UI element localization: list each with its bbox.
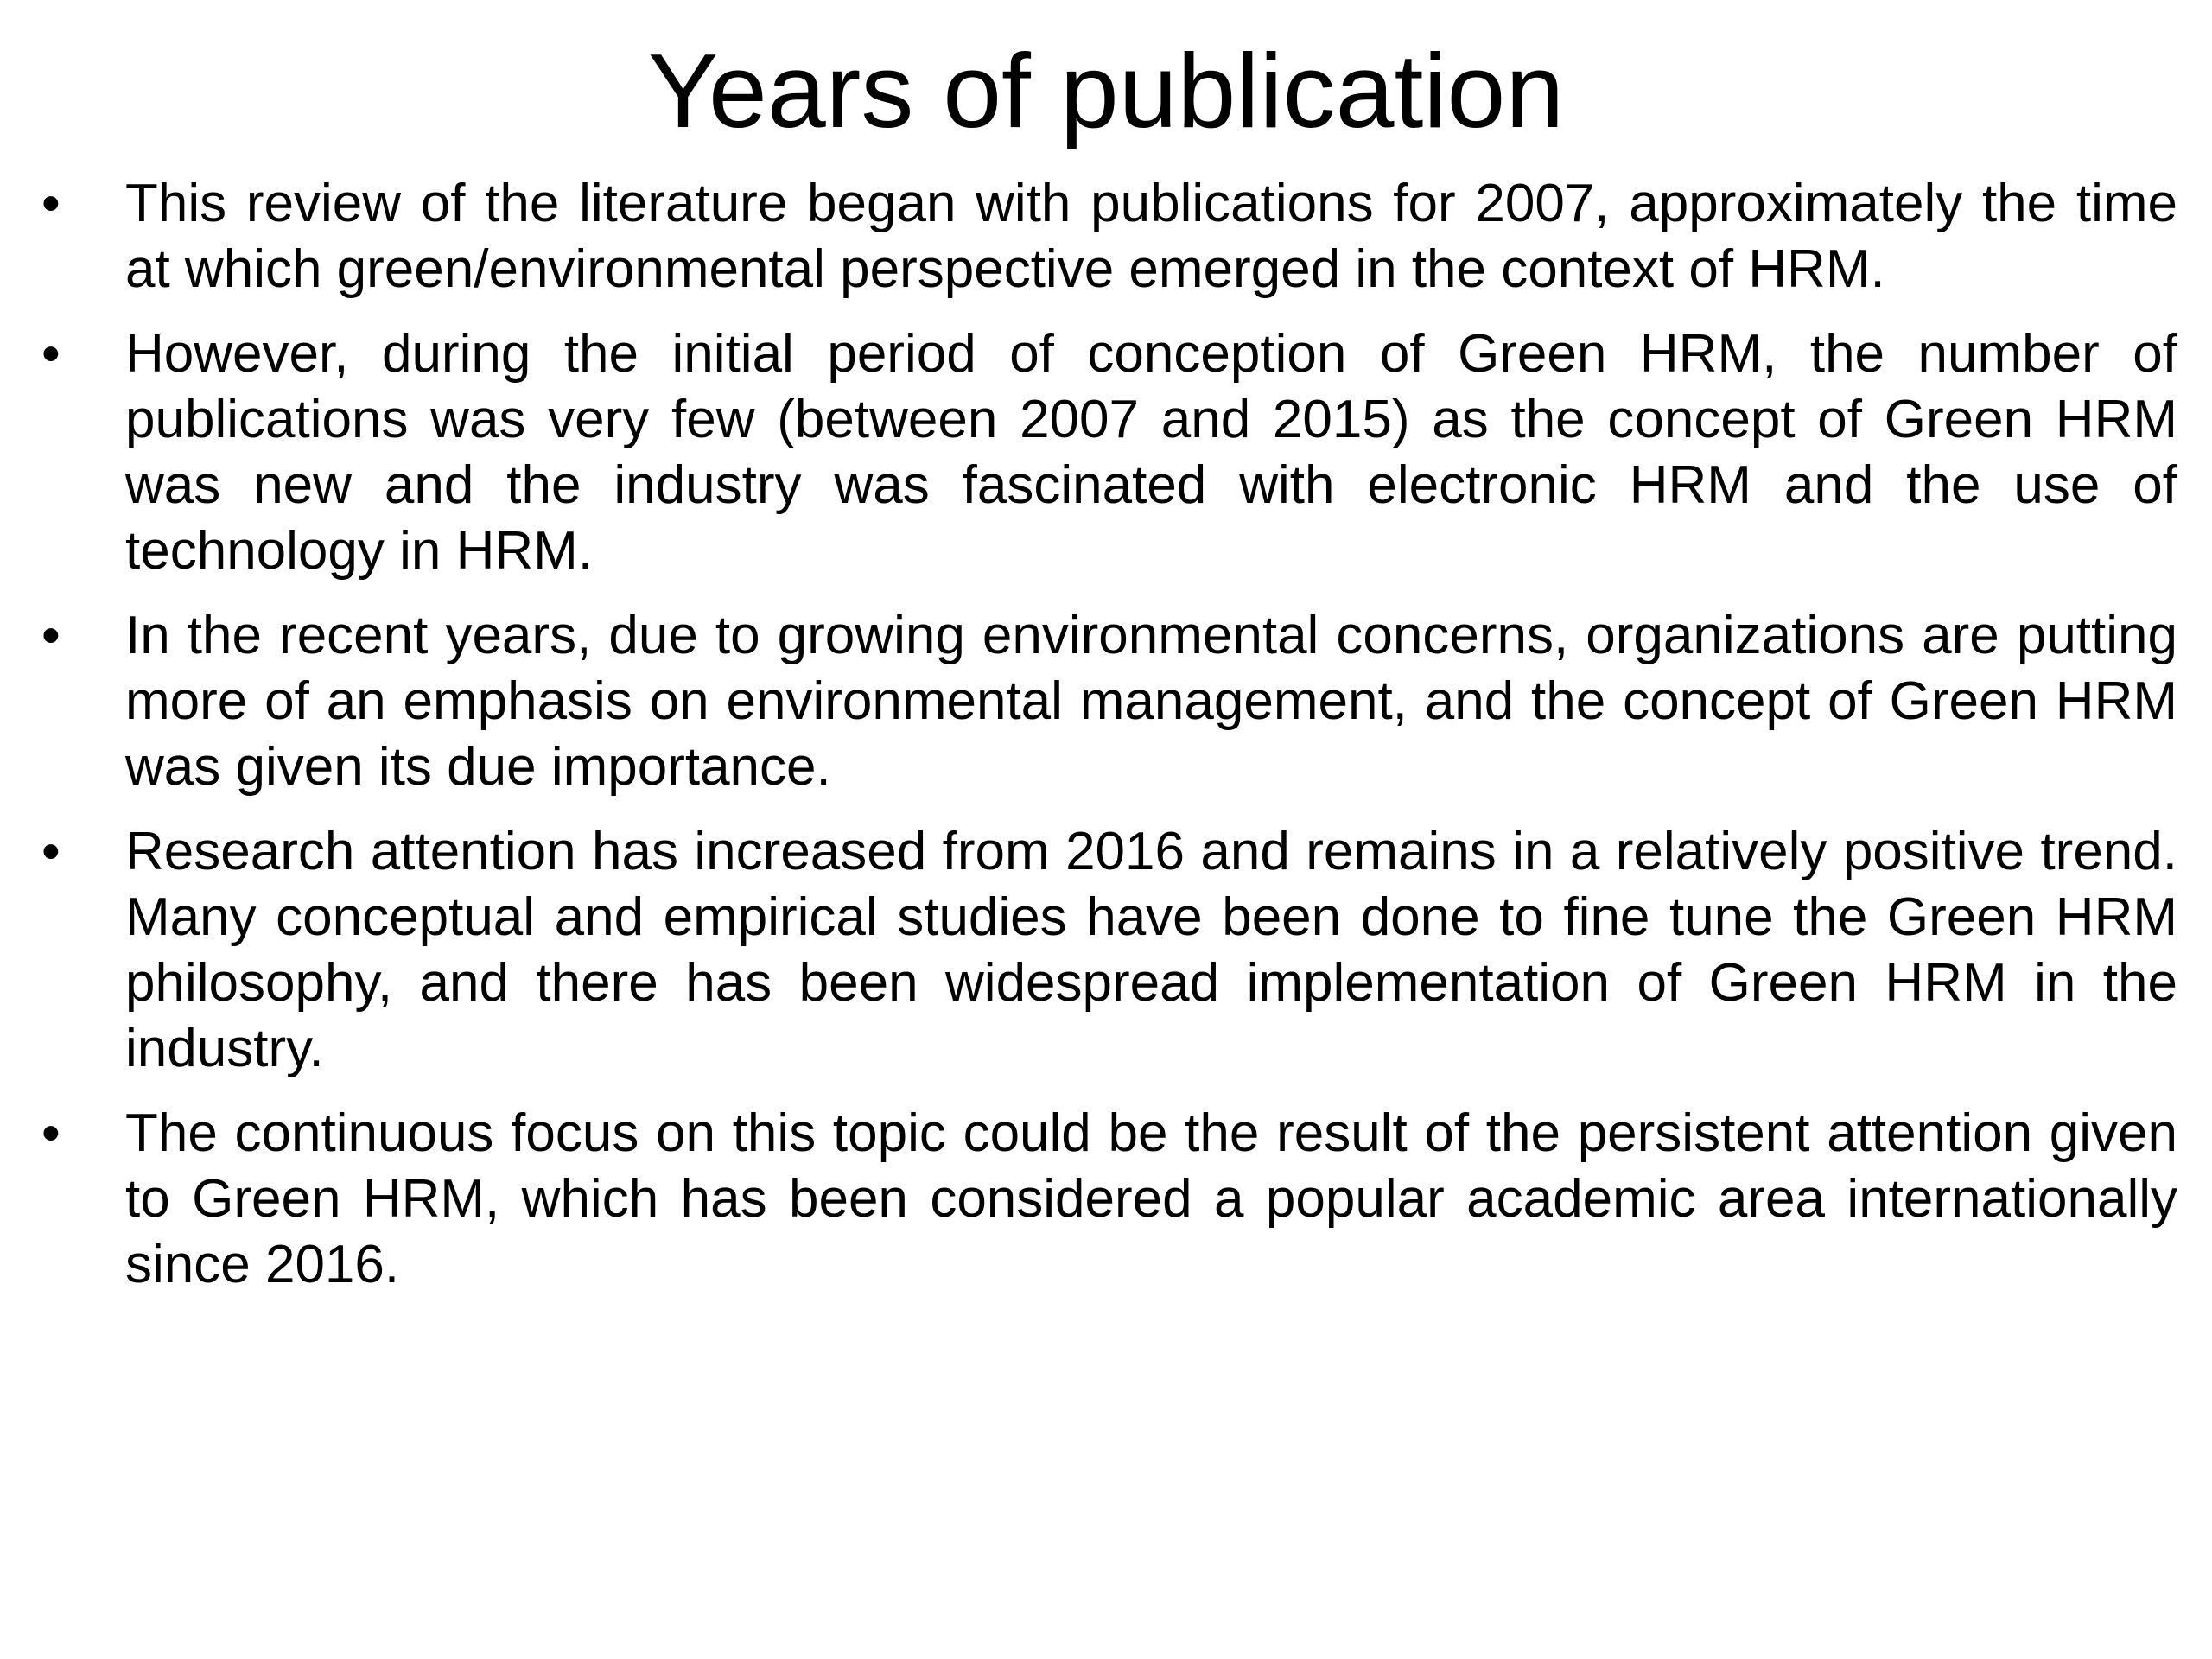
bullet-dot-icon: •: [41, 174, 60, 233]
bullet-text: The continuous focus on this topic could be the result of the persistent attention given to Green HRM, which has been considered a popular academic area internationally since 2016.: [125, 1103, 2177, 1294]
bullet-dot-icon: •: [41, 606, 60, 665]
bullet-item: [35, 171, 2177, 302]
bullet-dot-icon: •: [41, 324, 60, 384]
bullet-item: [35, 321, 2177, 584]
bullet-list: [35, 171, 2177, 1317]
bullet-dot-icon: •: [41, 1103, 60, 1163]
bullet-item: [35, 603, 2177, 800]
bullet-text: This review of the literature began with publications for 2007, approximately the time at which green/environmental perspective emerged in the context of HRM.: [125, 174, 2177, 299]
bullet-item: [35, 1101, 2177, 1298]
bullet-item: [35, 819, 2177, 1082]
bullet-text: In the recent years, due to growing environmental concerns, organizations are putting more of an emphasis on environmental management, and the concept of Green HRM was given its due importance.: [125, 606, 2177, 797]
slide-title: Years of publication: [647, 32, 1565, 149]
bullet-text: However, during the initial period of conception of Green HRM, the number of publications was very few (between 2007 and 2015) as the concept of Green HRM was new and the industry was fascinated with electronic HRM and the use of technology in HRM.: [125, 324, 2177, 581]
bullet-dot-icon: •: [41, 822, 60, 881]
bullet-text: Research attention has increased from 2016 and remains in a relatively positive trend. Many conceptual and empirical studies have been done to fine tune the Green HRM philosophy, and there has been widespread implementation of Green HRM in the industry.: [125, 822, 2177, 1078]
